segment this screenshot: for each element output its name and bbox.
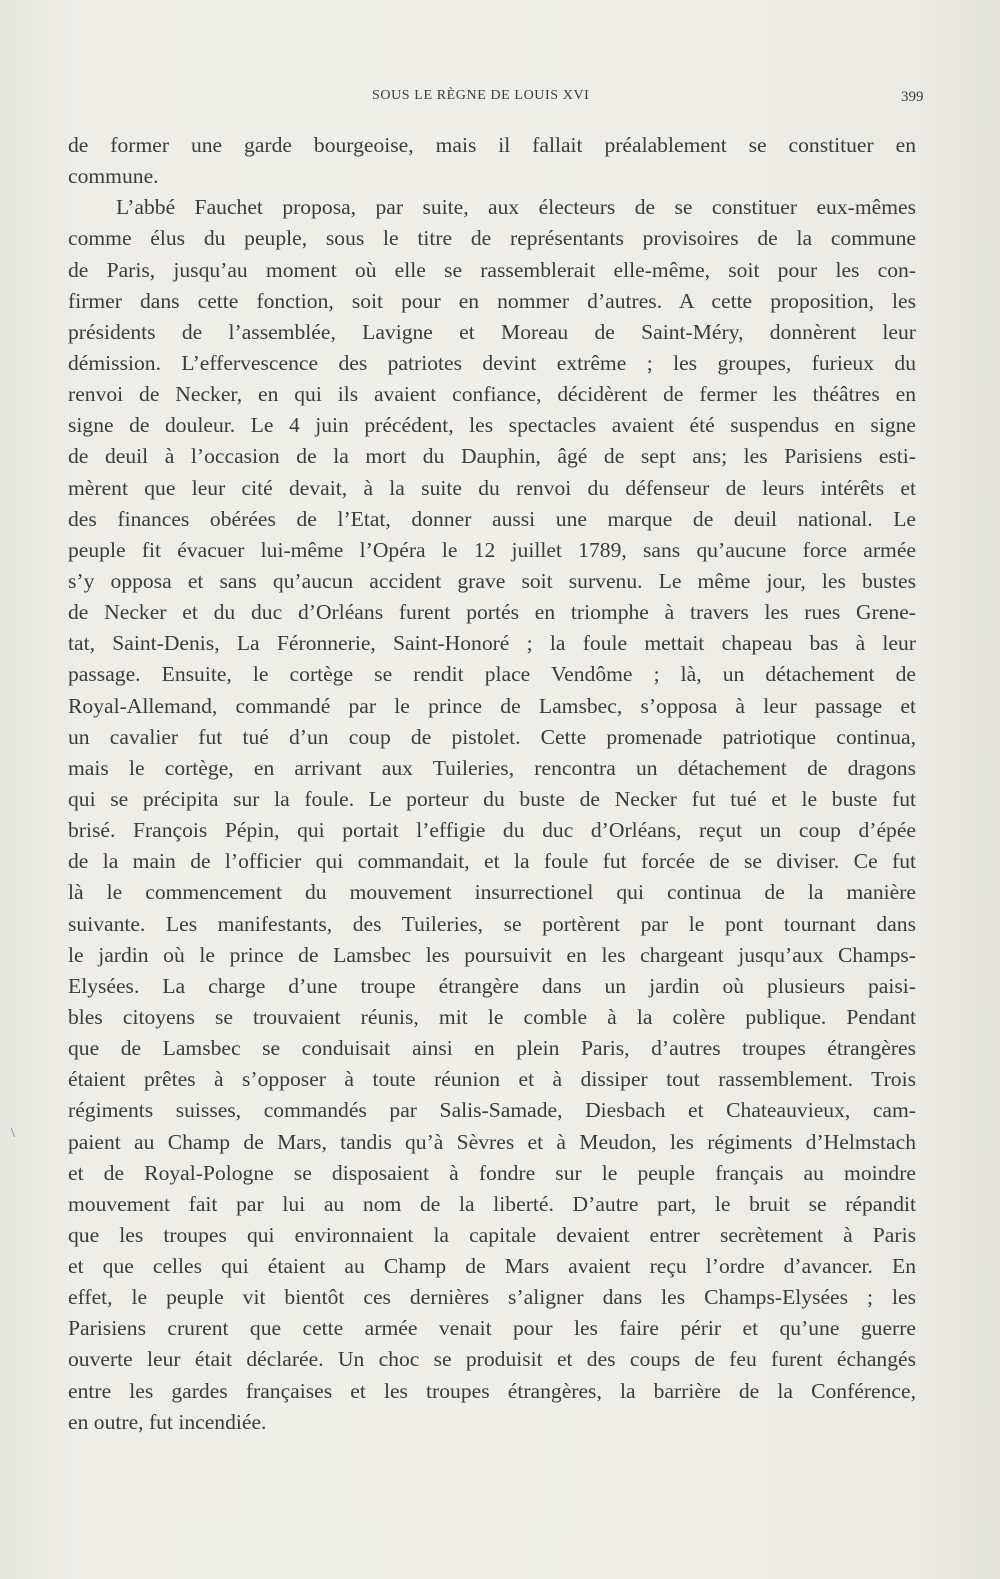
text-line: mèrent que leur cité devait, à la suite du renvoi du défenseur de leurs intérêts et xyxy=(68,475,916,500)
margin-mark: \ xyxy=(11,1126,15,1141)
text-line: présidents de l’assemblée, Lavigne et Moreau de Saint-Méry, donnèrent leur xyxy=(68,319,916,344)
text-line: paient au Champ de Mars, tandis qu’à Sèvres et à Meudon, les régiments d’Helmstach xyxy=(68,1129,916,1154)
text-line: signe de douleur. Le 4 juin précédent, les spectacles avaient été suspendus en signe xyxy=(68,413,916,438)
text-line: peuple fit évacuer lui-même l’Opéra le 12 juillet 1789, sans qu’aucune force armée xyxy=(68,537,916,562)
text-line: Parisiens crurent que cette armée venait pour les faire périr et qu’une guerre xyxy=(68,1316,916,1341)
text-line: de la main de l’officier qui commandait, et la foule fut forcée de se diviser. Ce fut xyxy=(68,849,916,874)
text-line: là le commencement du mouvement insurrectionel qui continua de la manière xyxy=(68,880,916,905)
text-line: tat, Saint-Denis, La Féronnerie, Saint-Honoré ; la foule mettait chapeau bas à leur xyxy=(68,631,916,656)
text-line: de Paris, jusqu’au moment où elle se rassemblerait elle-même, soit pour les con- xyxy=(68,257,916,282)
text-line: un cavalier fut tué d’un coup de pistolet. Cette promenade patriotique continua, xyxy=(68,724,916,749)
text-line: des finances obérées de l’Etat, donner aussi une marque de deuil national. Le xyxy=(68,506,916,531)
text-line: firmer dans cette fonction, soit pour en nommer d’autres. A cette proposition, les xyxy=(68,288,916,313)
text-line: commune. xyxy=(68,164,159,189)
text-line: le jardin où le prince de Lamsbec les poursuivit en les chargeant jusqu’aux Champs- xyxy=(68,942,916,967)
text-line: L’abbé Fauchet proposa, par suite, aux électeurs de se constituer eux-mêmes xyxy=(116,195,916,220)
running-title: SOUS LE RÈGNE DE LOUIS XVI xyxy=(372,88,590,103)
text-line: renvoi de Necker, en qui ils avaient confiance, décidèrent de fermer les théâtres en xyxy=(68,382,916,407)
text-line: bles citoyens se trouvaient réunis, mit le comble à la colère publique. Pendant xyxy=(68,1004,916,1029)
text-line: Royal-Allemand, commandé par le prince de Lamsbec, s’opposa à leur passage et xyxy=(68,693,916,718)
text-line: entre les gardes françaises et les troupes étrangères, la barrière de la Conférence, xyxy=(68,1378,916,1403)
text-line: mais le cortège, en arrivant aux Tuileries, rencontra un détachement de dragons xyxy=(68,755,916,780)
text-line: et que celles qui étaient au Champ de Mars avaient reçu l’ordre d’avancer. En xyxy=(68,1254,916,1279)
text-line: étaient prêtes à s’opposer à toute réunion et à dissiper tout rassemblement. Trois xyxy=(68,1067,916,1092)
text-line: brisé. François Pépin, qui portait l’effigie du duc d’Orléans, reçut un coup d’épée xyxy=(68,818,916,843)
text-line: de Necker et du duc d’Orléans furent portés en triomphe à travers les rues Grene- xyxy=(68,600,916,625)
text-line: suivante. Les manifestants, des Tuileries, se portèrent par le pont tournant dans xyxy=(68,911,916,936)
text-line: que les troupes qui environnaient la capitale devaient entrer secrètement à Paris xyxy=(68,1222,916,1247)
text-line: régiments suisses, commandés par Salis-Samade, Diesbach et Chateauvieux, cam- xyxy=(68,1098,916,1123)
text-line: démission. L’effervescence des patriotes devint extrême ; les groupes, furieux du xyxy=(68,350,916,375)
text-line: passage. Ensuite, le cortège se rendit place Vendôme ; là, un détachement de xyxy=(68,662,916,687)
text-line: en outre, fut incendiée. xyxy=(68,1409,267,1434)
text-line: que de Lamsbec se conduisait ainsi en plein Paris, d’autres troupes étrangères xyxy=(68,1036,916,1061)
page-number: 399 xyxy=(901,89,924,105)
text-line: de former une garde bourgeoise, mais il fallait préalablement se constituer en xyxy=(68,133,916,157)
text-line: de deuil à l’occasion de la mort du Dauphin, âgé de sept ans; les Parisiens esti- xyxy=(68,444,916,469)
text-line: effet, le peuple vit bientôt ces dernières s’aligner dans les Champs-Elysées ; les xyxy=(68,1285,916,1310)
text-line: et de Royal-Pologne se disposaient à fondre sur le peuple français au moindre xyxy=(68,1160,916,1185)
text-line: ouverte leur était déclarée. Un choc se produisit et des coups de feu furent échangés xyxy=(68,1347,916,1372)
text-line: s’y opposa et sans qu’aucun accident grave soit survenu. Le même jour, les bustes xyxy=(68,568,916,593)
body-text xyxy=(68,130,916,1438)
text-line: mouvement fait par lui au nom de la liberté. D’autre part, le bruit se répandit xyxy=(68,1191,916,1216)
text-line: comme élus du peuple, sous le titre de représentants provisoires de la commune xyxy=(68,226,916,251)
running-header xyxy=(0,88,1000,110)
text-line: qui se précipita sur la foule. Le porteur du buste de Necker fut tué et le buste fut xyxy=(68,786,916,811)
text-line: Elysées. La charge d’une troupe étrangère dans un jardin où plusieurs paisi- xyxy=(68,973,916,998)
